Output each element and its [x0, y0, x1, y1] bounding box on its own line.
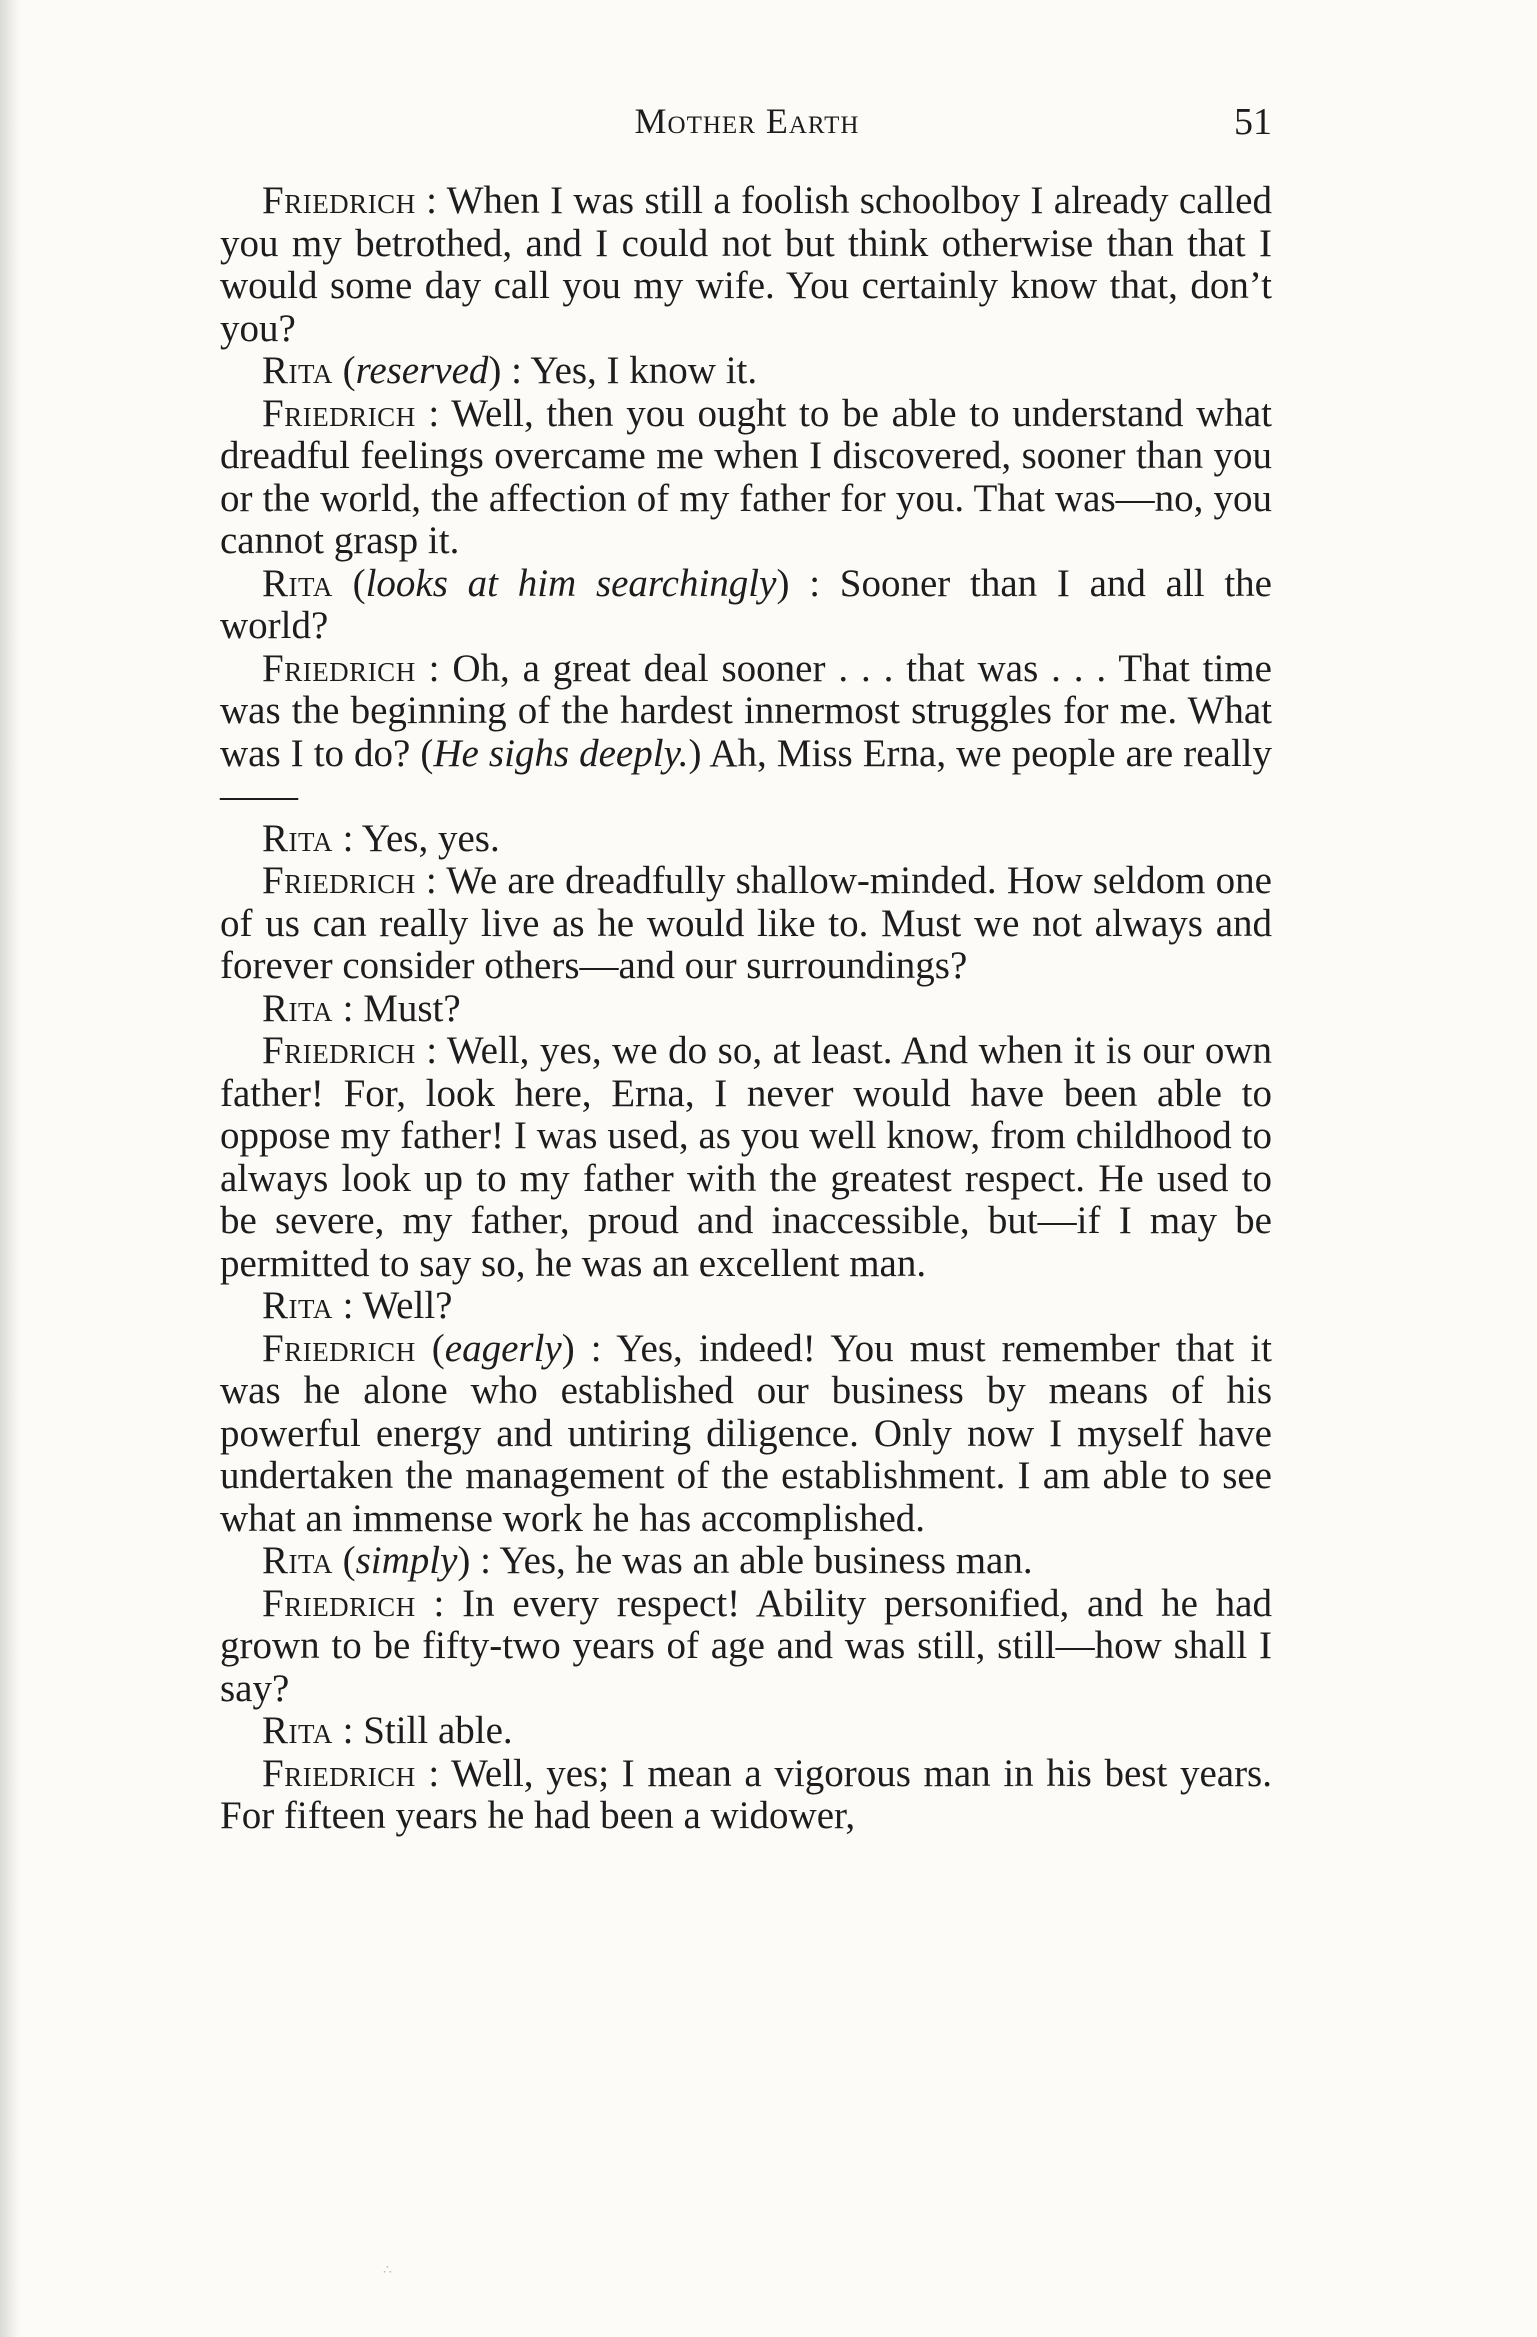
- speaker-name: Friedrich: [262, 1326, 416, 1370]
- speech-text: In every respect! Ability personified, and he had grown to be fifty-two years of age and was still, still—how shall I say?: [220, 1581, 1272, 1710]
- stage-direction: eagerly: [444, 1326, 562, 1370]
- running-head: Mother Earth: [634, 101, 860, 141]
- dialogue-line: Friedrich : When I was still a foolish schoolboy I already called you my betrothed, and I could not but think otherwise than that I would some day call you my wife. You certainly know that, don’t you?: [220, 179, 1272, 350]
- dialogue-line: Friedrich (eagerly) : Yes, indeed! You must remember that it was he alone who established our business by means of his powerful energy and untiring diligence. Only now I myself have undertaken the management of the establishment. I am able to see what an immense work he has accomplished.: [220, 1326, 1272, 1540]
- speech-text: Well, then you ought to be able to understand what dreadful feelings overcame me when I discovered, sooner than you or the world, the affection of my father for you. That was—no, you cannot grasp it.: [220, 391, 1273, 562]
- dialogue-text: [220, 180, 1272, 1838]
- speaker-name: Friedrich: [262, 859, 416, 902]
- speaker-name: Rita: [262, 986, 333, 1030]
- dialogue-line: Rita : Must?: [262, 986, 461, 1030]
- dialogue-line: Friedrich : Oh, a great deal sooner . . . that was . . . That time was the beginning of the hardest innermost struggles for me. What was I to do? (He sighs deeply.) Ah, Miss Erna, we people are really——: [220, 646, 1272, 817]
- speech-text: Yes, he was an able business man.: [499, 1539, 1033, 1582]
- speech-text: We are dreadfully shallow-minded. How seldom one of us can really live as he would like to. Must we not always and forever consider others—and our surroundings?: [220, 859, 1272, 987]
- dialogue-line: Friedrich : Well, then you ought to be able to understand what dreadful feelings overcame me when I discovered, sooner than you or the world, the affection of my father for you. That was—no, you cannot grasp it.: [220, 391, 1273, 562]
- dialogue-line: Friedrich : Well, yes; I mean a vigorous man in his best years. For fifteen years he had been a widower,: [220, 1751, 1272, 1837]
- dialogue-line: Rita (reserved) : Yes, I know it.: [262, 349, 758, 392]
- speech-text: Ah, Miss Erna, we people are really——: [220, 731, 1272, 817]
- speaker-name: Rita: [262, 561, 333, 605]
- page-number: 51: [1234, 101, 1272, 143]
- speaker-name: Rita: [262, 1284, 333, 1327]
- speaker-name: Friedrich: [262, 391, 416, 435]
- speech-text: Still able.: [363, 1709, 513, 1752]
- stage-direction: He sighs deeply.: [433, 731, 689, 775]
- speaker-name: Rita: [262, 1539, 333, 1582]
- dialogue-line: Rita (looks at him searchingly) : Sooner than I and all the world?: [220, 561, 1272, 647]
- stage-direction: simply: [355, 1539, 458, 1582]
- speaker-name: Friedrich: [262, 1751, 416, 1795]
- stage-direction: looks at him searchingly: [365, 561, 777, 605]
- speech-text: When I was still a foolish schoolboy I already called you my betrothed, and I could not but think otherwise than that I would some day call you my wife. You certainly know that, don’t you?: [220, 179, 1272, 350]
- speaker-name: Friedrich: [262, 646, 416, 690]
- dialogue-line: Friedrich : We are dreadfully shallow-minded. How seldom one of us can really live as he would like to. Must we not always and forever consider others—and our surroundings?: [220, 859, 1272, 987]
- speech-text: Yes, I know it.: [530, 349, 758, 392]
- page-gutter-shadow: [0, 0, 20, 2337]
- speech-text: Yes, yes.: [361, 816, 500, 860]
- speech-text: Well?: [362, 1284, 453, 1327]
- speaker-name: Friedrich: [262, 1581, 416, 1625]
- print-smudge: ∴: [383, 2263, 392, 2278]
- speaker-name: Rita: [262, 1709, 333, 1752]
- speaker-name: Friedrich: [262, 179, 416, 222]
- speech-text: Well, yes, we do so, at least. And when it is our own father! For, look here, Erna, I never would have been able to oppose my father! I was used, as you well know, from childhood to always look up to my father with the greatest respect. He used to be severe, my father, proud and inaccessible, but—if I may be permitted to say so, he was an excellent man.: [220, 1029, 1272, 1285]
- speech-text: Yes, indeed! You must remember that it was he alone who established our business by means of his powerful energy and untiring diligence. Only now I myself have undertaken the management of the establishment. I am able to see what an immense work he has accomplished.: [220, 1326, 1272, 1540]
- stage-direction: reserved: [355, 349, 489, 392]
- speech-text: Oh, a great deal sooner . . . that was . . . That time was the beginning of the hardest innermost struggles for me. What was I to do?: [220, 646, 1272, 775]
- speech-text: Well, yes; I mean a vigorous man in his best years. For fifteen years he had been a widower,: [220, 1751, 1272, 1837]
- page-header: [222, 100, 1272, 150]
- speaker-name: Rita: [262, 816, 333, 860]
- speech-text: Must?: [363, 986, 461, 1030]
- dialogue-line: Friedrich : In every respect! Ability personified, and he had grown to be fifty-two years of age and was still, still—how shall I say?: [220, 1581, 1272, 1710]
- dialogue-line: Rita : Well?: [262, 1284, 453, 1327]
- dialogue-line: Rita : Yes, yes.: [262, 816, 500, 860]
- speaker-name: Rita: [262, 349, 333, 392]
- speech-text: Sooner than I and all the world?: [220, 561, 1272, 647]
- dialogue-line: Rita (simply) : Yes, he was an able business man.: [262, 1539, 1033, 1582]
- dialogue-line: Friedrich : Well, yes, we do so, at least. And when it is our own father! For, look here, Erna, I never would have been able to oppose my father! I was used, as you well know, from childhood to always look up to my father with the greatest respect. He used to be severe, my father, proud and inaccessible, but—if I may be permitted to say so, he was an excellent man.: [220, 1029, 1272, 1285]
- dialogue-line: Rita : Still able.: [262, 1709, 513, 1752]
- speaker-name: Friedrich: [262, 1029, 416, 1072]
